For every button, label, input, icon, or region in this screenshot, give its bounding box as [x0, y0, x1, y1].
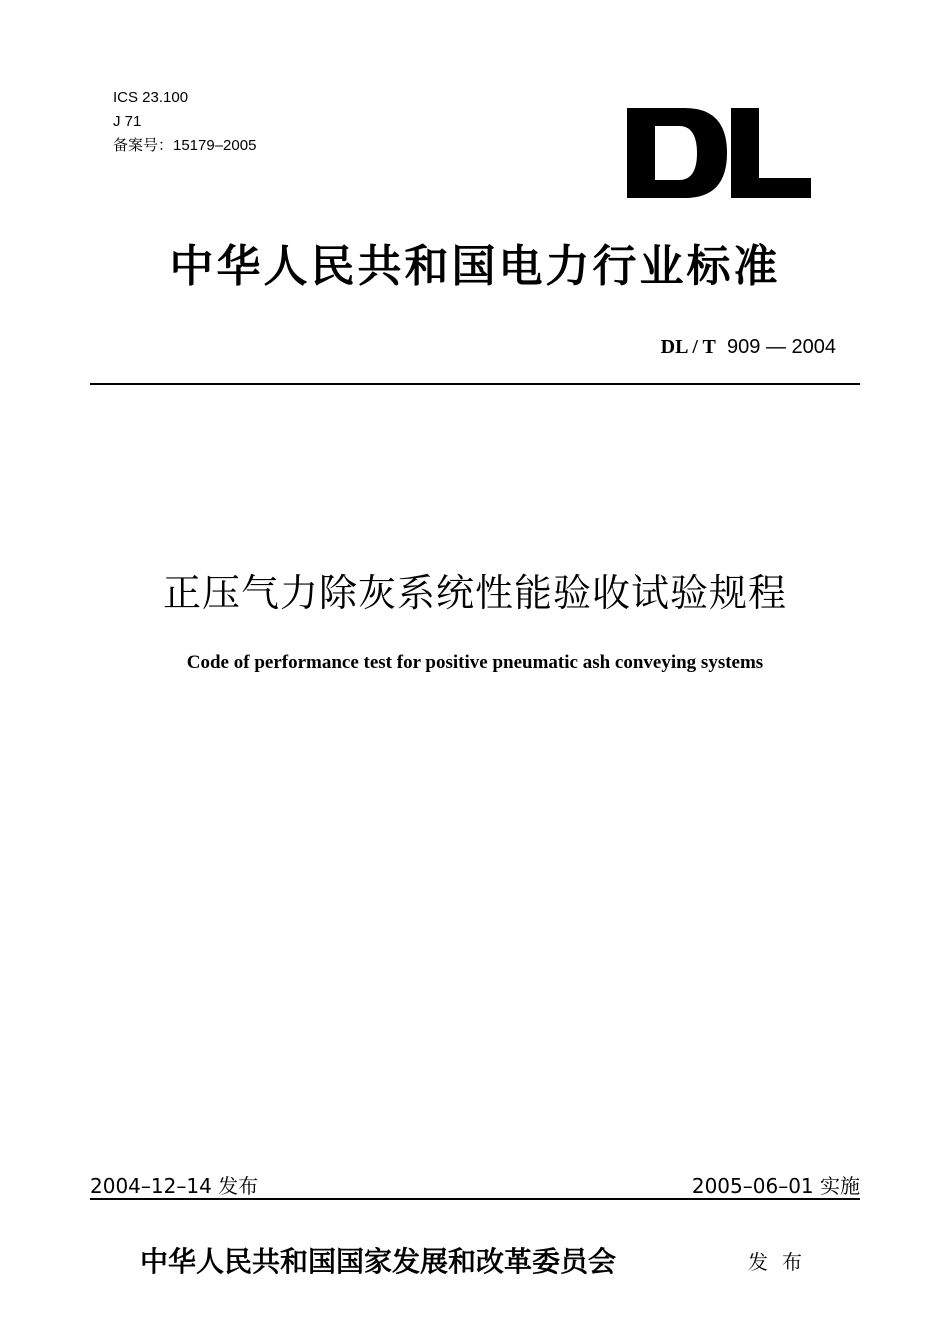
document-title-cn: 正压气力除灰系统性能验收试验规程: [162, 571, 787, 615]
issuing-authority: 中华人民共和国国家发展和改革委员会: [140, 1245, 617, 1278]
dl-logo: [627, 108, 811, 198]
standard-code-prefix: DL / T: [660, 336, 716, 358]
logo-letter-l: [731, 108, 811, 198]
document-title-en: Code of performance test for positive pneumatic ash conveying systems: [186, 652, 764, 673]
ics-code: ICS 23.100: [113, 89, 189, 106]
record-number: 备案号：15179–2005: [113, 137, 257, 154]
footer-divider: [90, 1198, 860, 1200]
issue-date: 2004–12–14 发布: [90, 1174, 259, 1198]
issue-action: 发布: [748, 1250, 816, 1274]
standard-code: [661, 336, 836, 359]
logo-letter-d: [627, 108, 727, 198]
effective-date: 2005–06–01 实施: [691, 1174, 860, 1198]
standard-organization-title: 中华人民共和国电力行业标准: [169, 241, 781, 292]
classification-block: [113, 86, 256, 158]
header-divider: [90, 383, 860, 385]
ccs-code: J 71: [113, 113, 142, 130]
standard-code-number: 909 — 2004: [727, 336, 836, 358]
